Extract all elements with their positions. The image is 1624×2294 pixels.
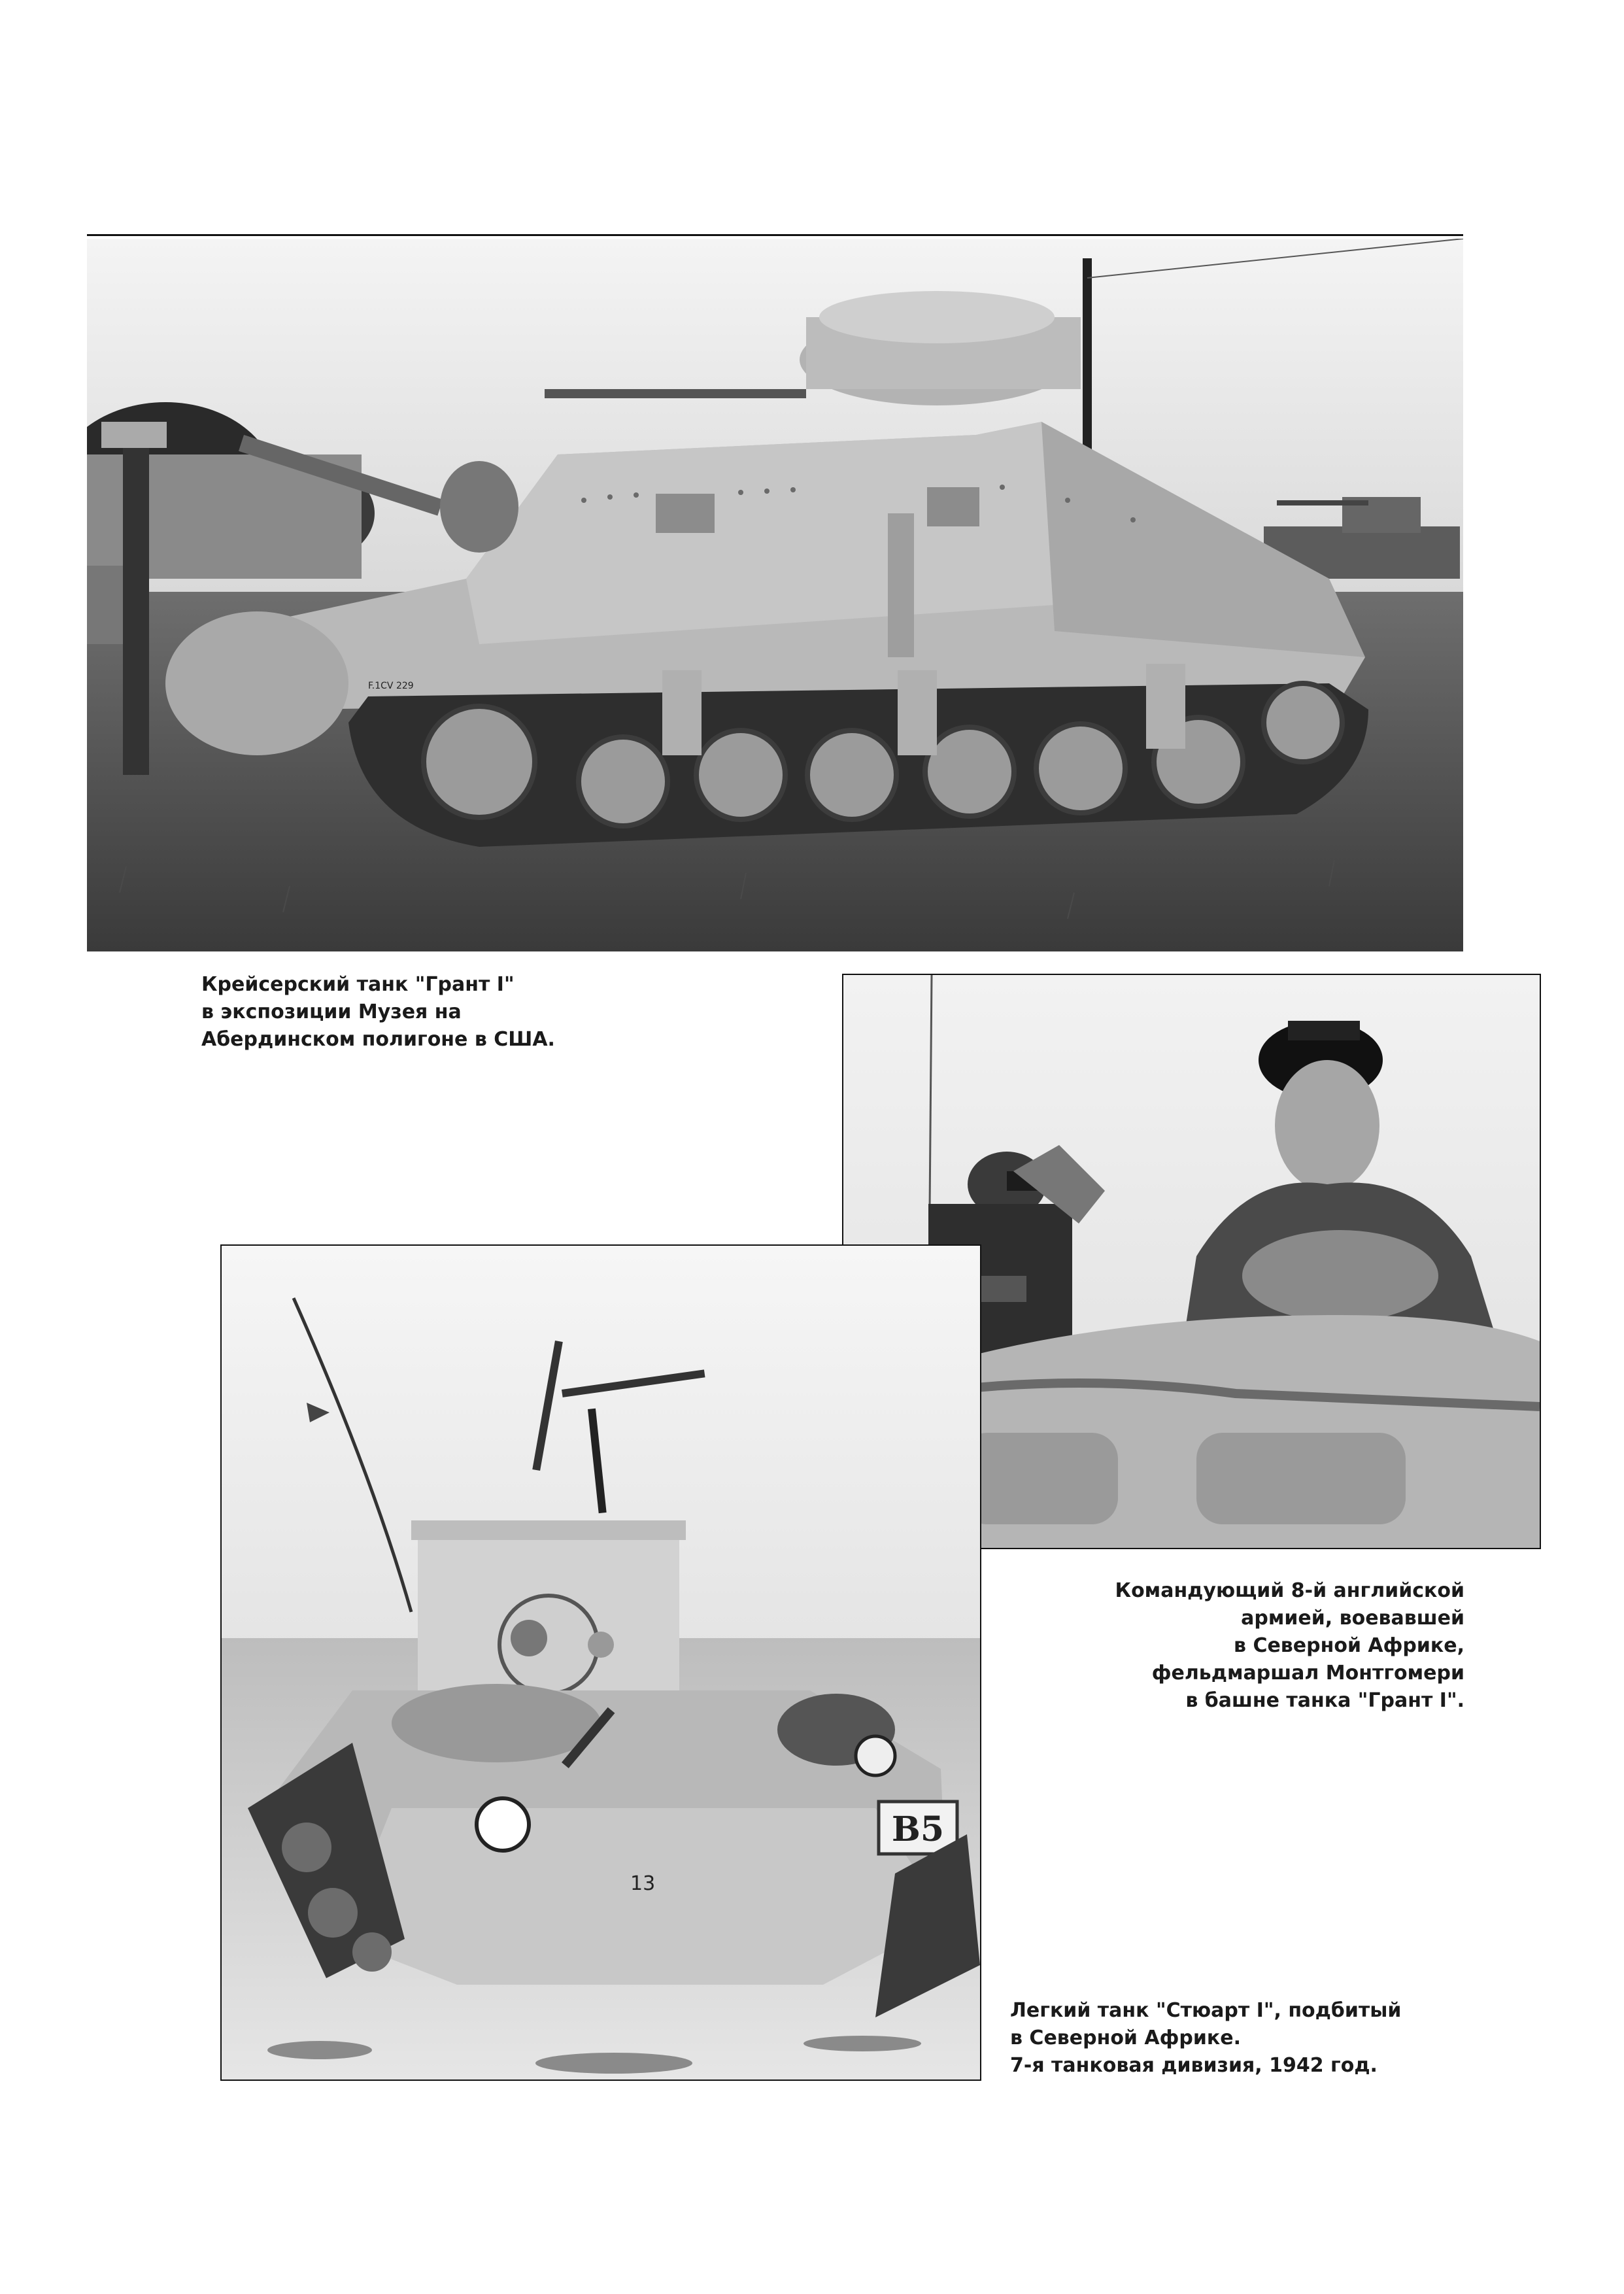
top-rule [87,234,1463,236]
grant-tank-photo [87,239,1463,951]
stuart-tank-photo [220,1244,981,2081]
grant-caption: Крейсерский танк "Грант I" в экспозиции Музея на Абердинском полигоне в США. [201,973,555,1051]
stuart-marking-b5: B5 [891,1809,945,1849]
stuart-marking-13: 13 [630,1872,656,1895]
stuart-caption: Легкий танк "Стюарт I", подбитый в Северной Африке. 7-я танковая дивизия, 1942 год. [1010,1999,1402,2077]
montgomery-caption: Командующий 8-й английской армией, воевавшей в Северной Африке, фельдмаршал Монтгомери в башне танка "Грант I". [1115,1579,1464,1712]
grant-tank-illustration [87,239,1463,951]
stuart-tank-illustration [222,1246,980,2080]
grant-hull-marking: F.1CV 229 [368,681,414,691]
